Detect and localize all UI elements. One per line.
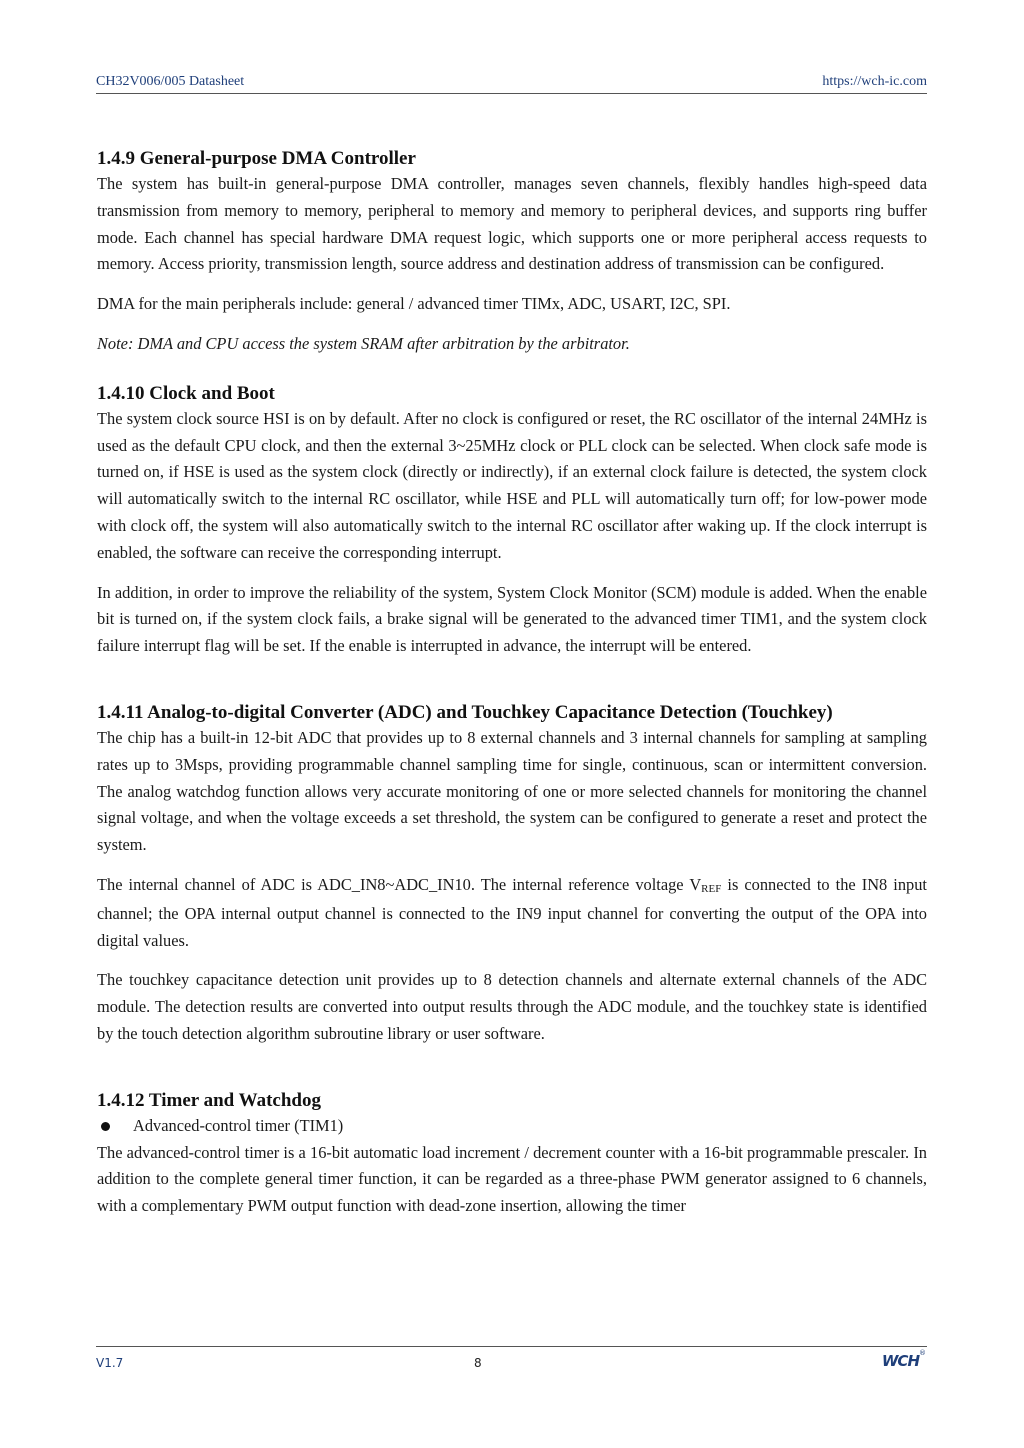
document-title: CH32V006/005 Datasheet — [96, 74, 245, 89]
adc-p2-text-before: The internal channel of ADC is ADC_IN8~ADC_IN10. The internal reference voltage V — [97, 874, 702, 894]
running-footer — [96, 1346, 927, 1377]
adc-paragraph-1: The chip has a built-in 12-bit ADC that provides up to 8 external channels and 3 internal channels for sampling at sampling rates up to 3Msps, providing programmable channel sampling time for single, continuous, scan or intermittent conversion. The analog watchdog function allows very accurate monitoring of one or more selected channels for monitoring the channel signal voltage, and when the voltage exceeds a set threshold, the system can be configured to generate a reset and protect the system. — [97, 727, 927, 855]
bullet-item-tim1 — [97, 1113, 927, 1140]
vref-subscript: REF — [701, 882, 722, 895]
clock-paragraph-1: The system clock source HSI is on by default. After no clock is configured or reset, the RC oscillator of the internal 24MHz is used as the default CPU clock, and then the external 3~25MHz clock or PLL clock can be selected. When clock safe mode is turned on, if HSE is used as the system clock (directly or indirectly), if an external clock failure is detected, the system clock will automatically switch to the internal RC oscillator, while HSE and PLL will automatically turn off; for low-power mode with clock off, the system will also automatically switch to the internal RC oscillator after waking up. If the clock interrupt is enabled, the software can receive the corresponding interrupt. — [97, 408, 927, 562]
section-heading-timer: 1.4.12 Timer and Watchdog — [97, 1089, 322, 1111]
section-heading-dma: 1.4.9 General-purpose DMA Controller — [97, 148, 416, 169]
adc-paragraph-3: The touchkey capacitance detection unit provides up to 8 detection channels and alternate external channels of the ADC module. The detection results are converted into output results through the ADC module, and the touchkey state is identified by the touch detection algorithm subroutine library or user software. — [97, 970, 927, 1043]
dma-note: Note: DMA and CPU access the system SRAM after arbitration by the arbitrator. — [97, 333, 630, 353]
wch-logo-icon: WCH — [881, 1352, 919, 1370]
website-link[interactable]: https://wch-ic.com — [822, 74, 927, 89]
dma-paragraph-1: The system has built-in general-purpose DMA controller, manages seven channels, flexibly handles high-speed data transmission from memory to memory, peripheral to memory and memory to peripheral devices, and supports ring buffer mode. Each channel has special hardware DMA request logic, which supports one or more peripheral access requests to memory. Access priority, transmission length, source address and destination address of transmission can be configured. — [97, 174, 927, 274]
page-content — [97, 146, 927, 1220]
timer-paragraph-1: The advanced-control timer is a 16-bit automatic load increment / decrement counter with a 16-bit programmable prescaler. In addition to the complete general timer function, it can be regarded as a three-phase PWM generator assigned to 6 channels, with a complementary PWM output function with dead-zone insertion, allowing the timer — [97, 1142, 927, 1216]
section-heading-clock: 1.4.10 Clock and Boot — [97, 382, 275, 404]
page-number: 8 — [474, 1356, 482, 1370]
version-label: V1.7 — [96, 1356, 124, 1370]
adc-p2-text-after: is connected to the IN8 input channel; the OPA internal output channel is connected to the IN9 input channel for converting the output of the OPA into digital values. — [97, 874, 927, 950]
section-heading-adc: 1.4.11 Analog-to-digital Converter (ADC) and Touchkey Capacitance Detection (Touchkey) — [97, 701, 833, 723]
dma-paragraph-2: DMA for the main peripherals include: general / advanced timer TIMx, ADC, USART, I2C, SPI. — [97, 294, 731, 314]
clock-paragraph-2: In addition, in order to improve the reliability of the system, System Clock Monitor (SCM) module is added. When the enable bit is turned on, if the system clock fails, a brake signal will be generated to the advanced timer TIM1, and the system clock failure interrupt flag will be set. If the enable is interrupted in advance, the interrupt will be entered. — [97, 582, 927, 656]
adc-paragraph-2 — [97, 872, 927, 954]
running-header — [96, 73, 927, 94]
registered-mark: ® — [919, 1349, 926, 1357]
bullet-item-label: Advanced-control timer (TIM1) — [133, 1115, 344, 1135]
bullet-dot-icon — [101, 1122, 110, 1131]
